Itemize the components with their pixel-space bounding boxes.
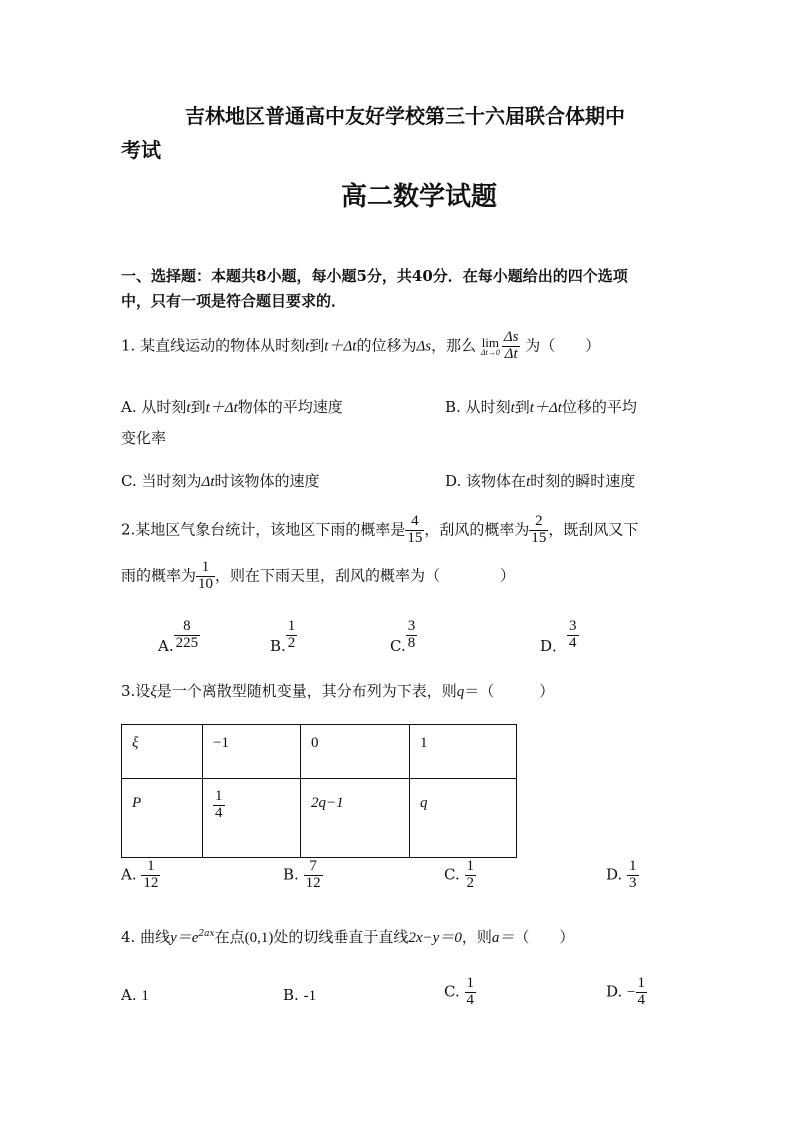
- q1-text-4: ，那么: [431, 336, 477, 355]
- q4-c-fraction: [465, 976, 477, 1009]
- q4-text-1: 曲线: [140, 928, 171, 946]
- q1-option-b-continued: 变化率: [121, 429, 167, 447]
- q1-c-delta-t: Δt: [201, 474, 215, 490]
- q2-f2-num: 2: [535, 513, 543, 529]
- q2-stem-line1: [121, 514, 638, 547]
- q2-a-num: 8: [183, 618, 191, 634]
- q2-f3-den: 10: [198, 575, 214, 592]
- q4-c-label: C.: [444, 982, 460, 1001]
- q1-a-text-2: 到: [190, 398, 206, 416]
- section1-instructions-line1: 一、选择题：本题共8小题，每小题5分，共40分．在每小题给出的四个选项: [121, 267, 628, 285]
- q1-a-t-plus-dt: t＋Δt: [205, 400, 238, 416]
- q2-b-num: 1: [287, 618, 296, 634]
- q2-option-a: [158, 618, 200, 656]
- q2-d-num: 3: [569, 618, 577, 634]
- q3-c-label: C.: [444, 865, 460, 884]
- q2-text-1: 2.某地区气象台统计，该地区下雨的概率是: [121, 520, 406, 539]
- q1-lim-den: Δt: [502, 346, 521, 363]
- q3-cell-one-text: 1: [420, 735, 428, 751]
- q1-c-label: C.: [121, 472, 137, 490]
- q2-a-fraction: [174, 619, 201, 652]
- exam-title-line2: 考试: [121, 138, 161, 162]
- q2-text-5: ，则在下雨天里，刮风的概率为（ ）: [215, 566, 516, 585]
- q3-option-a: [121, 859, 160, 892]
- q3-a-label: A.: [121, 865, 137, 884]
- q3-cell-q: [410, 779, 517, 858]
- q4-c-num: 1: [466, 975, 474, 991]
- q2-stem-line2: [121, 560, 515, 593]
- q1-a-text-3: 物体的平均速度: [237, 398, 343, 416]
- q1-b-var-t: t: [510, 400, 515, 416]
- q3-text-2: 是一个离散型随机变量，其分布列为下表，则: [156, 682, 457, 700]
- q4-a-value: 1: [141, 988, 149, 1004]
- q4-d-den: 4: [637, 991, 646, 1008]
- q2-c-label: C.: [390, 637, 406, 656]
- q3-cell-minus1: [203, 725, 301, 779]
- q3-cell-xi-text: ξ: [132, 735, 139, 751]
- q3-cell-p: [122, 779, 203, 858]
- q4-text-3: 处的切线垂直于直线: [273, 928, 409, 946]
- q3-cell-zero-text: 0: [311, 735, 319, 751]
- q3-c-den: 2: [466, 874, 474, 891]
- q2-f1-den: 15: [407, 529, 423, 546]
- q3-b-fraction: [304, 859, 323, 892]
- q3-text-1: 3.设: [121, 682, 151, 700]
- exam-subtitle: 高二数学试题: [341, 182, 498, 212]
- q4-b-label: B.: [283, 986, 299, 1004]
- q1-option-a: [121, 396, 343, 417]
- q4-text-5: （ ）: [514, 928, 575, 946]
- q4-a-label: A.: [121, 986, 137, 1004]
- q4-curve-exponent: 2ax: [198, 929, 215, 939]
- q3-text-3: ＝（ ）: [464, 682, 555, 700]
- q2-a-label: A.: [158, 637, 174, 656]
- q2-d-label: D．: [540, 637, 568, 656]
- q4-option-a: [121, 986, 149, 1005]
- q4-d-sign: −: [627, 984, 636, 1001]
- q3-d-num: 1: [629, 858, 637, 874]
- q3-cell-quarter-den: 4: [215, 804, 223, 821]
- section1-instructions-line2: 中，只有一项是符合题目要求的．: [121, 292, 347, 310]
- q2-f3-num: 1: [201, 559, 210, 575]
- q3-a-num: 1: [147, 858, 155, 874]
- q2-b-label: B.: [270, 637, 286, 656]
- q1-option-c: [121, 470, 320, 491]
- q2-text-2: ，刮风的概率为: [424, 520, 530, 539]
- q4-text-4: ，则: [461, 928, 492, 946]
- q2-text-4: 雨的概率为: [121, 566, 197, 585]
- q3-cell-quarter-num: 1: [215, 788, 223, 804]
- q1-a-text-1: 从时刻: [141, 398, 187, 416]
- table-row: [122, 779, 517, 858]
- q1-a-label: A.: [121, 398, 137, 416]
- q1-option-b: [445, 396, 637, 417]
- q2-option-d: [540, 618, 579, 656]
- q3-option-d: [606, 859, 639, 892]
- q2-fraction-wind: [529, 514, 548, 547]
- q2-c-num: 3: [407, 618, 416, 634]
- q1-text-1: 某直线运动的物体从时刻: [140, 336, 306, 355]
- q1-b-t-plus-dt: t＋Δt: [529, 400, 562, 416]
- q3-c-num: 1: [466, 858, 474, 874]
- q3-cell-minus1-text: −1: [213, 735, 229, 751]
- exam-title-line1: 吉林地区普通高中友好学校第三十六届联合体期中: [185, 104, 625, 128]
- q3-stem: [121, 680, 554, 701]
- q1-var-t: t: [305, 338, 310, 355]
- q4-option-c: [444, 976, 476, 1009]
- q1-b-text-2: 到: [514, 398, 530, 416]
- q4-curve-eq: y＝e: [170, 930, 199, 946]
- q1-d-text-2: 时刻的瞬时速度: [530, 472, 636, 490]
- q1-b-label: B.: [445, 398, 461, 416]
- q2-b-den: 2: [287, 634, 296, 651]
- q3-cell-zero: [301, 725, 410, 779]
- q4-stem: [121, 926, 574, 947]
- q3-b-den: 12: [305, 874, 321, 891]
- q4-option-b: [283, 986, 316, 1005]
- q4-d-fraction: [636, 976, 648, 1009]
- q3-option-b: [283, 859, 323, 892]
- q3-cell-p-text: P: [132, 795, 142, 811]
- q2-option-c: [390, 618, 417, 656]
- q3-a-den: 12: [143, 874, 159, 891]
- q3-cell-quarter-fraction: [213, 789, 225, 822]
- q2-fraction-both: [196, 560, 215, 593]
- q1-c-text-1: 当时刻为: [141, 472, 202, 490]
- q3-b-num: 7: [309, 858, 317, 874]
- q4-point: (0,1): [244, 930, 274, 946]
- q1-c-text-2: 时该物体的速度: [214, 472, 320, 490]
- q2-c-den: 8: [407, 634, 416, 651]
- q4-text-2: 在点: [214, 928, 245, 946]
- q3-a-fraction: [141, 859, 160, 892]
- q1-text-3: 的位移为: [356, 336, 417, 355]
- q2-f2-den: 15: [531, 529, 547, 546]
- q4-d-label: D.: [606, 982, 623, 1001]
- q3-cell-one: [410, 725, 517, 779]
- q2-d-fraction: [567, 619, 579, 652]
- q1-lim-num: Δs: [503, 329, 519, 345]
- table-row: [122, 725, 517, 779]
- q4-line-eq: 2x−y＝0: [408, 930, 462, 946]
- q3-option-c: [444, 859, 476, 892]
- q1-stem: [121, 330, 600, 363]
- q1-limit: [481, 336, 500, 357]
- q3-c-fraction: [465, 859, 477, 892]
- q3-d-label: D.: [606, 865, 623, 884]
- q1-t-plus-dt: t＋Δt: [324, 338, 357, 355]
- q1-d-label: D.: [445, 472, 462, 490]
- q3-cell-2q-1: [301, 779, 410, 858]
- q4-option-d: [606, 976, 647, 1009]
- q4-number: 4.: [121, 928, 136, 946]
- q3-distribution-table: [121, 724, 517, 858]
- q1-a-var-t: t: [186, 400, 191, 416]
- q1-text-2: 到: [309, 336, 325, 355]
- q1-b-text-3: 位移的平均: [561, 398, 637, 416]
- q3-b-label: B.: [283, 865, 299, 884]
- q1-lim-fraction: [502, 330, 521, 363]
- q1-d-text-1: 该物体在: [466, 472, 527, 490]
- q2-d-den: 4: [569, 634, 577, 651]
- q4-c-den: 4: [466, 991, 474, 1008]
- q2-b-fraction: [286, 619, 298, 652]
- q3-d-fraction: [627, 859, 639, 892]
- q4-b-value: -1: [303, 988, 317, 1004]
- q2-c-fraction: [406, 619, 418, 652]
- q1-option-d: [445, 470, 635, 491]
- q4-a-equals: a＝: [491, 930, 515, 946]
- q2-f1-num: 4: [411, 513, 419, 529]
- q2-option-b: [270, 618, 297, 656]
- q1-text-5: 为（ ）: [525, 336, 601, 355]
- q1-b-text-1: 从时刻: [465, 398, 511, 416]
- q1-number: 1.: [121, 336, 136, 355]
- q3-cell-2q-1-text: 2q−1: [311, 795, 344, 811]
- q2-a-den: 225: [175, 634, 199, 651]
- q3-cell-xi: [122, 725, 203, 779]
- q3-cell-q-text: q: [420, 795, 428, 811]
- q4-d-num: 1: [637, 975, 646, 991]
- q3-d-den: 3: [629, 874, 637, 891]
- q3-var-q: q: [456, 684, 465, 700]
- q3-cell-quarter: [203, 779, 301, 858]
- q3-var-xi: ξ: [150, 684, 157, 700]
- q2-text-3: ，既刮风又下: [548, 520, 639, 539]
- q2-fraction-rain: [405, 514, 424, 547]
- q1-delta-s: Δs: [416, 338, 432, 355]
- q1-lim-word: lim: [481, 334, 500, 350]
- q1-d-var-t: t: [526, 474, 531, 490]
- q1-lim-sub: Δt→0: [480, 347, 500, 357]
